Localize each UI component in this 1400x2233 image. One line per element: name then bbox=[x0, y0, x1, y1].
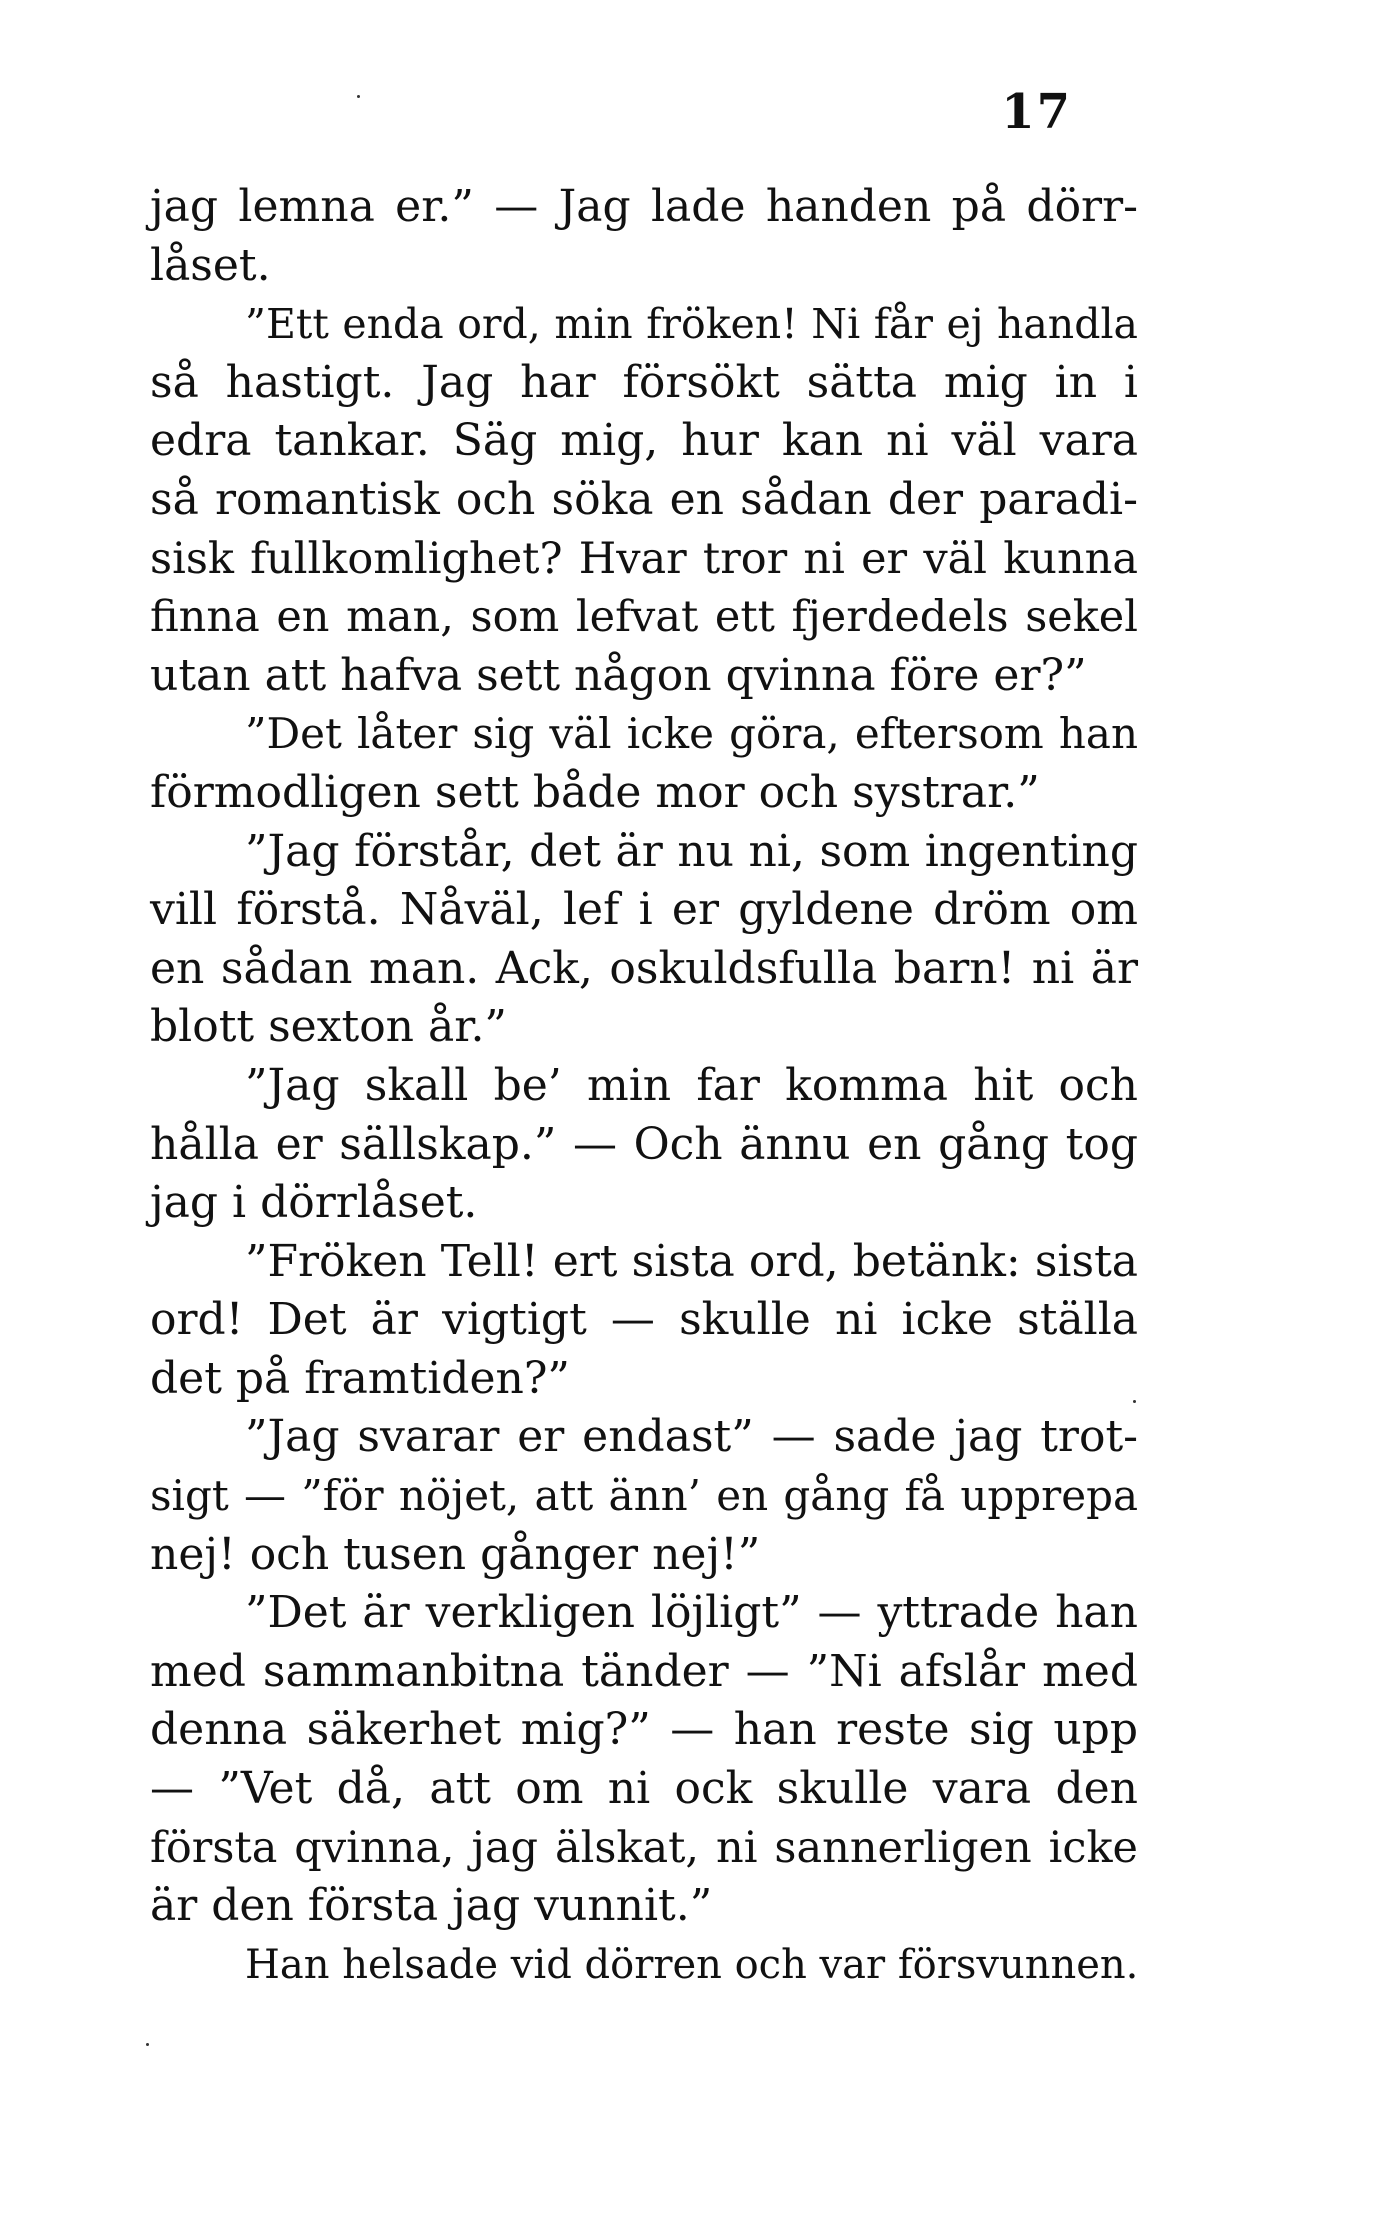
paper-speck bbox=[1133, 1400, 1136, 1403]
paper-speck bbox=[146, 2043, 149, 2046]
text-line: en sådan man. Ack, oskuldsfulla barn! ni är bbox=[150, 942, 1138, 994]
text-line: så hastigt. Jag har försökt sätta mig in i bbox=[150, 356, 1138, 408]
text-line: ”Det låter sig väl icke göra, eftersom han bbox=[245, 709, 1138, 759]
text-line: finna en man, som lefvat ett fjerdedels sekel bbox=[150, 592, 1138, 643]
text-line: låset. bbox=[150, 239, 271, 291]
text-line: förmodligen sett både mor och systrar.” bbox=[150, 766, 1040, 818]
text-line: ”Jag förstår, det är nu ni, som ingenting bbox=[245, 825, 1138, 877]
text-line: ord! Det är vigtigt — skulle ni icke ställa bbox=[150, 1294, 1138, 1346]
text-line: ”Det är verkligen löjligt” — yttrade han bbox=[245, 1587, 1138, 1639]
text-line: är den första jag vunnit.” bbox=[150, 1880, 713, 1932]
text-line: ”Jag skall be’ min far komma hit och bbox=[245, 1059, 1138, 1111]
text-line: — ”Vet då, att om ni ock skulle vara den bbox=[150, 1763, 1138, 1815]
text-line: nej! och tusen gånger nej!” bbox=[150, 1528, 761, 1580]
text-line: sigt — ”för nöjet, att änn’ en gång få upprepa bbox=[150, 1471, 1138, 1521]
paper-speck bbox=[357, 95, 360, 98]
text-line: sisk fullkomlighet? Hvar tror ni er väl kunna bbox=[150, 533, 1138, 584]
text-line: ”Ett enda ord, min fröken! Ni får ej handla bbox=[245, 300, 1138, 349]
text-line: denna säkerhet mig?” — han reste sig upp bbox=[150, 1704, 1138, 1756]
text-line: första qvinna, jag älskat, ni sannerligen icke bbox=[150, 1822, 1138, 1873]
text-line: edra tankar. Säg mig, hur kan ni väl vara bbox=[150, 415, 1138, 467]
text-line: Han helsade vid dörren och var försvunnen. bbox=[245, 1941, 1139, 1988]
text-line: jag i dörrlåset. bbox=[150, 1177, 478, 1229]
text-line: det på framtiden?” bbox=[150, 1352, 570, 1404]
text-line: ”Fröken Tell! ert sista ord, betänk: sista bbox=[245, 1235, 1138, 1287]
text-line: med sammanbitna tänder — ”Ni afslår med bbox=[150, 1645, 1138, 1697]
text-line: utan att hafva sett någon qvinna före er?” bbox=[150, 649, 1087, 701]
text-line: ”Jag svarar er endast” — sade jag trot- bbox=[245, 1411, 1138, 1463]
text-line: hålla er sällskap.” — Och ännu en gång tog bbox=[150, 1118, 1138, 1170]
text-line: så romantisk och söka en sådan der paradi- bbox=[150, 473, 1138, 525]
body-text bbox=[150, 178, 1138, 1994]
text-line: vill förstå. Nåväl, lef i er gyldene dröm om bbox=[150, 884, 1138, 936]
text-line: blott sexton år.” bbox=[150, 1001, 507, 1053]
text-line: jag lemna er.” — Jag lade handen på dörr- bbox=[150, 181, 1138, 232]
page-number: 17 bbox=[1001, 84, 1072, 140]
